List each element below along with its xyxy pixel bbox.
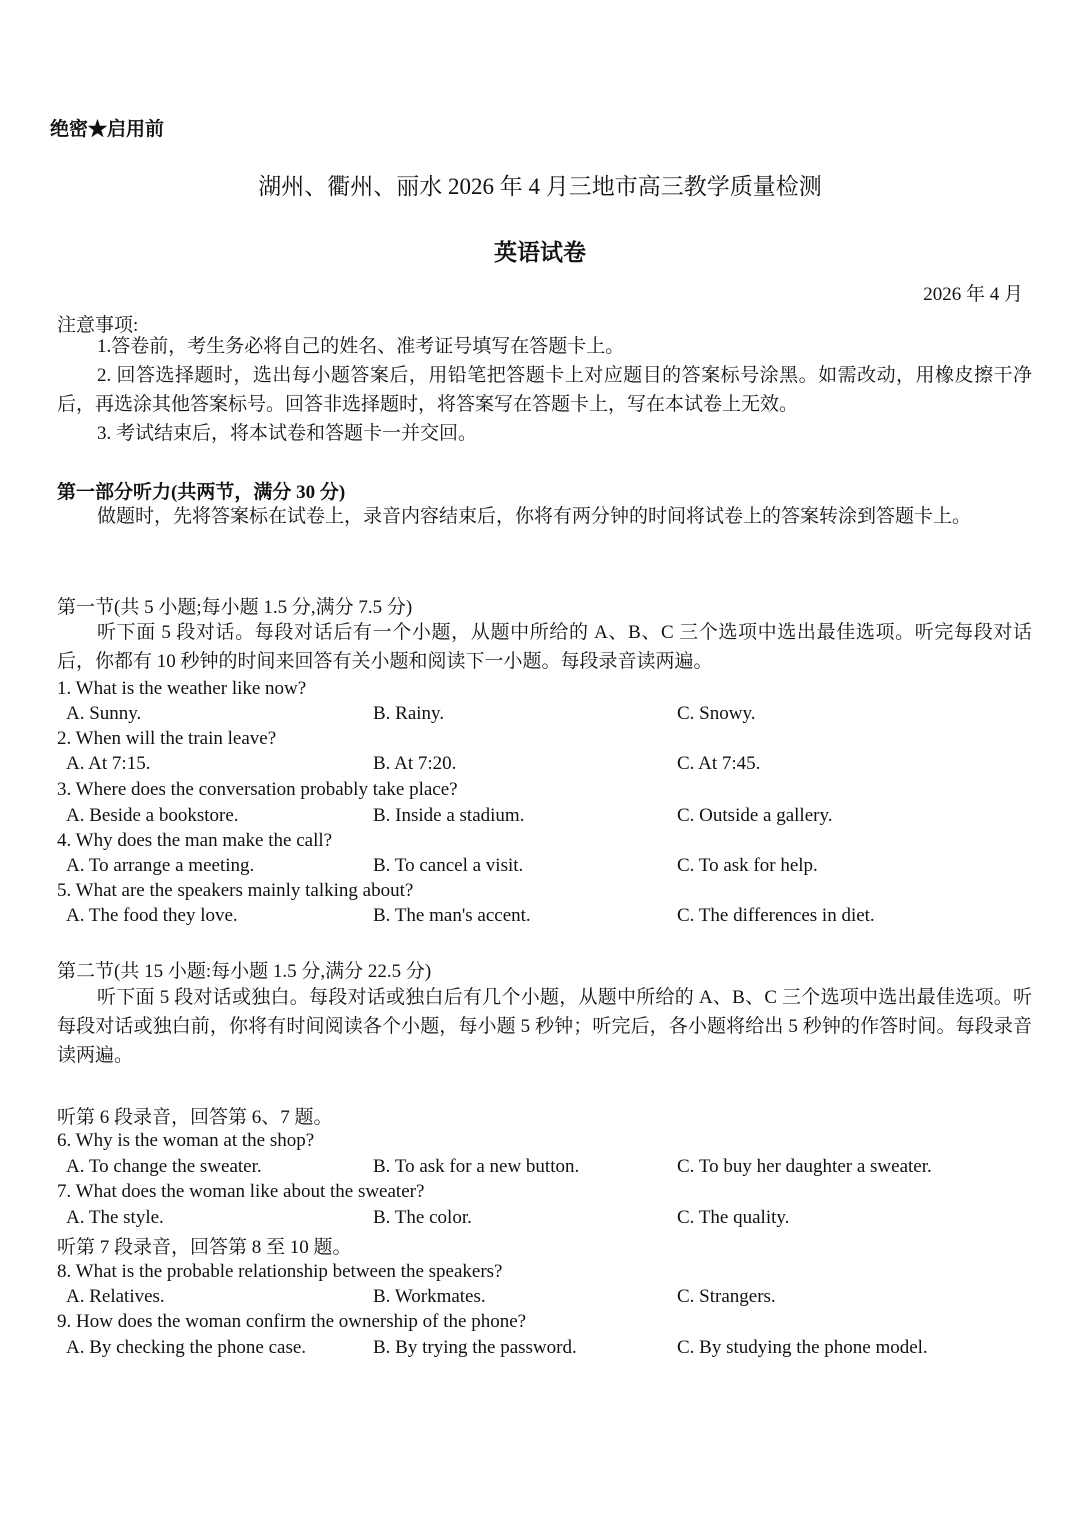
option-3c: C. Outside a gallery.: [677, 805, 833, 826]
option-5c: C. The differences in diet.: [677, 905, 875, 926]
option-6c: C. To buy her daughter a sweater.: [677, 1156, 932, 1177]
question-4: 4. Why does the man make the call?: [57, 830, 333, 851]
option-2b: B. At 7:20.: [373, 753, 457, 774]
option-9c: C. By studying the phone model.: [677, 1337, 928, 1358]
option-3b: B. Inside a stadium.: [373, 805, 525, 826]
section1-heading: 第一节(共 5 小题;每小题 1.5 分,满分 7.5 分): [57, 597, 413, 618]
part1-heading: 第一部分听力(共两节，满分 30 分): [57, 482, 346, 503]
option-6b: B. To ask for a new button.: [373, 1156, 580, 1177]
option-1c: C. Snowy.: [677, 703, 756, 724]
option-6a: A. To change the sweater.: [66, 1156, 262, 1177]
option-5b: B. The man's accent.: [373, 905, 531, 926]
question-8: 8. What is the probable relationship between the speakers?: [57, 1261, 503, 1282]
option-5a: A. The food they love.: [66, 905, 238, 926]
question-7: 7. What does the woman like about the sweater?: [57, 1181, 425, 1202]
notes-item-2: 2. 回答选择题时，选出每小题答案后，用铅笔把答题卡上对应题目的答案标号涂黑。如需改动，用橡皮擦干净后，再选涂其他答案标号。回答非选择题时，将答案写在答题卡上，写在本试卷上无效。: [57, 365, 1032, 415]
notes-item-3: 3. 考试结束后，将本试卷和答题卡一并交回。: [97, 423, 478, 444]
section1-instruction: 听下面 5 段对话。每段对话后有一个小题，从题中所给的 A、B、C 三个选项中选出最佳选项。听完每段对话后，你都有 10 秒钟的时间来回答有关小题和阅读下一小题。每段录音读两遍。: [57, 622, 1032, 672]
question-5: 5. What are the speakers mainly talking about?: [57, 880, 414, 901]
exam-title: 湖州、衢州、丽水 2026 年 4 月三地市高三教学质量检测: [258, 174, 822, 199]
option-4b: B. To cancel a visit.: [373, 855, 524, 876]
audio7-heading: 听第 7 段录音，回答第 8 至 10 题。: [57, 1237, 352, 1258]
option-1a: A. Sunny.: [66, 703, 142, 724]
option-7c: C. The quality.: [677, 1207, 790, 1228]
option-2a: A. At 7:15.: [66, 753, 151, 774]
option-8c: C. Strangers.: [677, 1286, 776, 1307]
option-3a: A. Beside a bookstore.: [66, 805, 239, 826]
option-2c: C. At 7:45.: [677, 753, 761, 774]
option-7a: A. The style.: [66, 1207, 164, 1228]
option-1b: B. Rainy.: [373, 703, 445, 724]
option-8b: B. Workmates.: [373, 1286, 486, 1307]
exam-subtitle: 英语试卷: [494, 240, 586, 265]
option-9b: B. By trying the password.: [373, 1337, 577, 1358]
section2-heading: 第二节(共 15 小题:每小题 1.5 分,满分 22.5 分): [57, 961, 432, 982]
option-4c: C. To ask for help.: [677, 855, 818, 876]
question-6: 6. Why is the woman at the shop?: [57, 1130, 315, 1151]
confidential-label: 绝密★启用前: [50, 119, 165, 140]
exam-date: 2026 年 4 月: [923, 284, 1023, 305]
question-2: 2. When will the train leave?: [57, 728, 277, 749]
audio6-heading: 听第 6 段录音，回答第 6、7 题。: [57, 1107, 333, 1128]
option-8a: A. Relatives.: [66, 1286, 165, 1307]
question-1: 1. What is the weather like now?: [57, 678, 307, 699]
option-7b: B. The color.: [373, 1207, 472, 1228]
option-9a: A. By checking the phone case.: [66, 1337, 307, 1358]
part1-instruction: 做题时，先将答案标在试卷上，录音内容结束后，你将有两分钟的时间将试卷上的答案转涂到答题卡上。: [97, 506, 972, 527]
section2-instruction: 听下面 5 段对话或独白。每段对话或独白后有几个小题，从题中所给的 A、B、C 三个选项中选出最佳选项。听每段对话或独白前，你将有时间阅读各个小题，每小题 5 秒钟；听完后，各小题将给出 5 秒钟的作答时间。每段录音读两遍。: [57, 987, 1032, 1066]
question-9: 9. How does the woman confirm the ownership of the phone?: [57, 1311, 527, 1332]
notes-item-1: 1.答卷前，考生务必将自己的姓名、准考证号填写在答题卡上。: [97, 336, 625, 357]
notes-heading: 注意事项:: [57, 315, 139, 336]
question-3: 3. Where does the conversation probably take place?: [57, 779, 458, 800]
option-4a: A. To arrange a meeting.: [66, 855, 255, 876]
